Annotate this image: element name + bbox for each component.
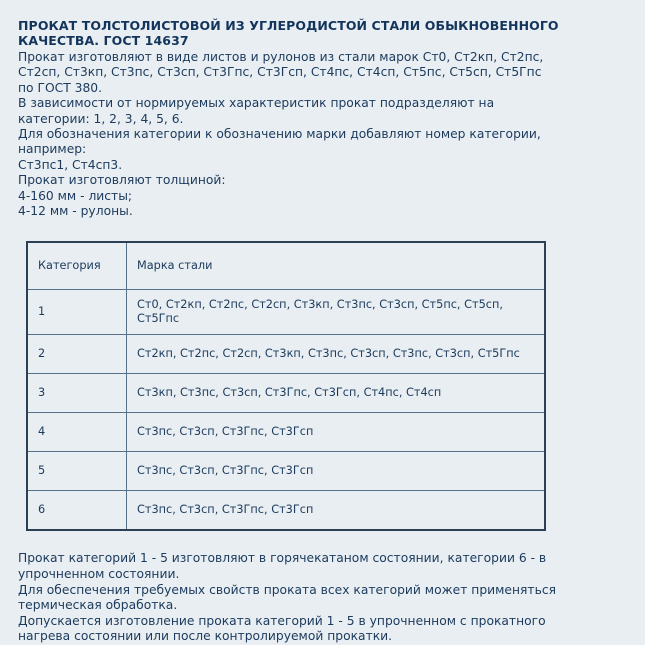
- footer-line: Для обеспечения требуемых свойств проката всех категорий может применяться: [18, 582, 556, 597]
- cell-grades: Ст3пс, Ст3сп, Ст3Гпс, Ст3Гсп: [127, 413, 546, 452]
- intro-line: В зависимости от нормируемых характеристик прокат подразделяют на: [18, 96, 495, 111]
- footer-line: термическая обработка.: [18, 598, 178, 613]
- steel-grades-table: [26, 241, 546, 531]
- footer-paragraph: [18, 551, 627, 645]
- cell-grades: Ст3пс, Ст3сп, Ст3Гпс, Ст3Гсп: [127, 491, 546, 531]
- table-row: [27, 290, 545, 335]
- table-row: [27, 491, 545, 531]
- intro-line: 4-12 мм - рулоны.: [18, 204, 133, 219]
- cell-grades: Ст3пс, Ст3сп, Ст3Гпс, Ст3Гсп: [127, 452, 546, 491]
- footer-line: нагрева состоянии или после контролируемой прокатки.: [18, 629, 393, 644]
- table-header-grade: Марка стали: [127, 242, 546, 290]
- intro-line: категории: 1, 2, 3, 4, 5, 6.: [18, 111, 184, 126]
- cell-grades: Ст0, Ст2кп, Ст2пс, Ст2сп, Ст3кп, Ст3пс, Ст3сп, Ст5пс, Ст5сп, Ст5Гпс: [127, 290, 546, 335]
- intro-line: Ст3пс1, Ст4сп3.: [18, 157, 123, 172]
- cell-category: 1: [27, 290, 127, 335]
- footer-line: Допускается изготовление проката категорий 1 - 5 в упрочненном с прокатного: [18, 613, 546, 628]
- page-top-strip: [18, 0, 627, 8]
- page-title-line-1: ПРОКАТ ТОЛСТОЛИСТОВОЙ ИЗ УГЛЕРОДИСТОЙ СТАЛИ ОБЫКНОВЕННОГО: [18, 18, 559, 33]
- table-row: [27, 335, 545, 374]
- table-row: [27, 413, 545, 452]
- cell-category: 4: [27, 413, 127, 452]
- cell-grades: Ст2кп, Ст2пс, Ст2сп, Ст3кп, Ст3пс, Ст3сп, Ст3пс, Ст3сп, Ст5Гпс: [127, 335, 546, 374]
- intro-line: Для обозначения категории к обозначению марки добавляют номер категории,: [18, 127, 541, 142]
- intro-line: например:: [18, 142, 87, 157]
- cell-category: 5: [27, 452, 127, 491]
- intro-line: 4-160 мм - листы;: [18, 188, 133, 203]
- intro-line: по ГОСТ 380.: [18, 80, 103, 95]
- intro-line: Прокат изготовляют в виде листов и рулонов из стали марок Ст0, Ст2кп, Ст2пс,: [18, 50, 544, 64]
- intro-line: Ст2сп, Ст3кп, Ст3пс, Ст3сп, Ст3Гпс, Ст3Гсп, Ст4пс, Ст4сп, Ст5пс, Ст5сп, Ст5Гпс: [18, 65, 542, 80]
- footer-line: упрочненном состоянии.: [18, 567, 180, 582]
- cell-category: 2: [27, 335, 127, 374]
- intro-line: Прокат изготовляют толщиной:: [18, 173, 226, 188]
- cell-category: 6: [27, 491, 127, 531]
- cell-grades: Ст3кп, Ст3пс, Ст3сп, Ст3Гпс, Ст3Гсп, Ст4пс, Ст4сп: [127, 374, 546, 413]
- page-title: [18, 18, 627, 48]
- cell-category: 3: [27, 374, 127, 413]
- table-row: [27, 374, 545, 413]
- footer-line: Прокат категорий 1 - 5 изготовляют в горячекатаном состоянии, категории 6 - в: [18, 551, 547, 566]
- table-row: [27, 452, 545, 491]
- intro-paragraph: [18, 50, 627, 219]
- table-header-row: [27, 242, 545, 290]
- table-header-category: Категория: [27, 242, 127, 290]
- page-title-line-2: КАЧЕСТВА. ГОСТ 14637: [18, 33, 189, 48]
